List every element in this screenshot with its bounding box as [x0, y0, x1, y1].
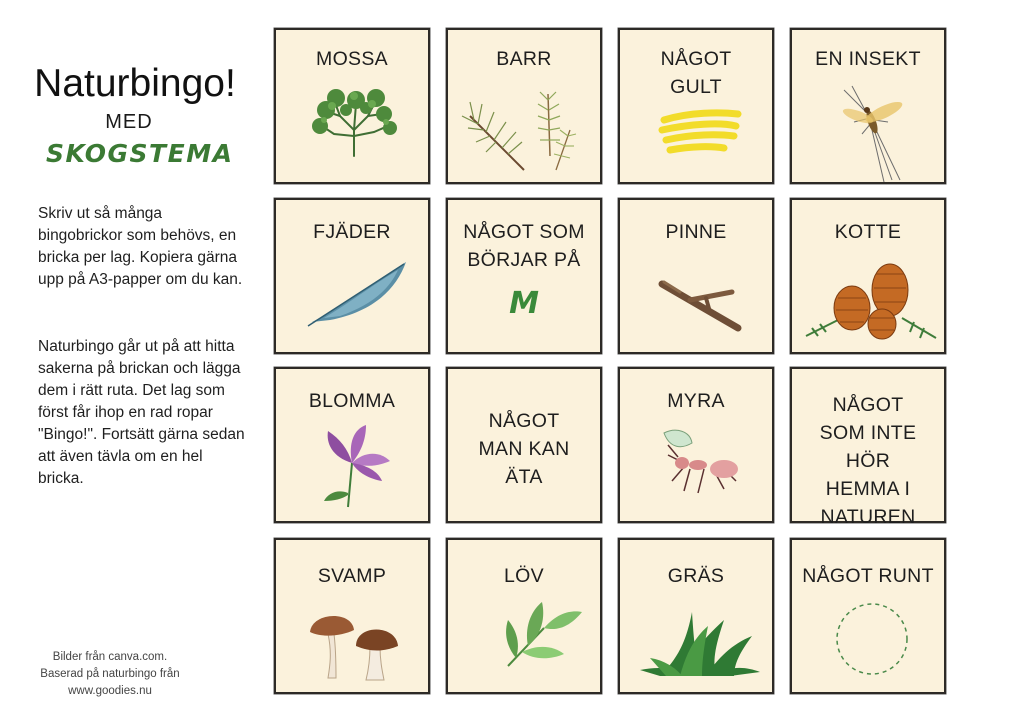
card-label: NÅGOT SOM INTE HÖR HEMMA I NATUREN	[819, 394, 917, 528]
bingo-card-svamp	[274, 538, 430, 694]
theme-heading: SKOGSTEMA	[46, 139, 234, 168]
yellow-scribble-icon	[620, 30, 776, 186]
card-label: KOTTE	[834, 221, 902, 243]
bingo-card-gras	[618, 538, 774, 694]
bingo-card-en-insekt	[790, 28, 946, 184]
bingo-card-blomma	[274, 367, 430, 523]
pinecone-icon	[792, 200, 948, 356]
mushroom-icon	[276, 540, 432, 696]
card-label: NÅGOT SOM BÖRJAR PÅ	[463, 221, 585, 271]
intro-panel	[0, 0, 262, 724]
page-title: Naturbingo!	[34, 62, 236, 105]
bingo-card-mossa	[274, 28, 430, 184]
card-label: FJÄDER	[313, 221, 391, 243]
bingo-card-myra	[618, 367, 774, 523]
credits-line-3: www.goodies.nu	[68, 685, 152, 697]
grass-icon	[620, 540, 776, 696]
card-label: LÖV	[504, 565, 544, 587]
bingo-card-nagot-som-borjar-pa	[446, 198, 602, 354]
ant-icon	[620, 369, 776, 525]
flower-icon	[276, 369, 432, 525]
image-credits	[22, 649, 198, 700]
card-label: NÅGOT RUNT	[802, 565, 934, 587]
letter-m: M	[509, 286, 539, 321]
credits-line-1: Bilder från canva.com.	[52, 651, 168, 663]
bingo-card-kotte	[790, 198, 946, 354]
subtitle: MED	[105, 111, 153, 133]
card-label: GRÄS	[667, 565, 725, 587]
stick-icon	[620, 200, 776, 356]
insect-icon	[792, 30, 948, 186]
leaves-icon	[448, 540, 604, 696]
instructions-paragraph-1: Skriv ut så många bingobrickor som behövs, en bricka per lag. Kopiera gärna upp på A3-papper om du kan.	[38, 205, 243, 288]
bingo-card-barr	[446, 28, 602, 184]
bingo-card-nagot-runt	[790, 538, 946, 694]
card-label: BLOMMA	[308, 390, 396, 412]
card-label: BARR	[496, 48, 552, 70]
bingo-card-fjader	[274, 198, 430, 354]
card-label: NÅGOT GULT	[660, 48, 732, 98]
bingo-card-nagot-som-inte-hor-hemma	[790, 367, 946, 528]
pine-needles-icon	[448, 30, 604, 186]
dashed-circle-icon	[792, 540, 948, 696]
card-label: PINNE	[665, 221, 727, 243]
bingo-card-nagot-gult	[618, 28, 774, 184]
card-label: SVAMP	[317, 565, 387, 587]
card-label: EN INSEKT	[815, 48, 921, 70]
card-label: MYRA	[667, 390, 725, 412]
bingo-card-lov	[446, 538, 602, 694]
bingo-card-nagot-man-kan-ata	[446, 367, 602, 523]
bingo-card-pinne	[618, 198, 774, 354]
card-label: MOSSA	[316, 48, 388, 70]
credits-line-2: Baserad på naturbingo från	[40, 668, 180, 680]
feather-icon	[276, 200, 432, 356]
moss-icon	[276, 30, 432, 186]
instructions-paragraph-2: Naturbingo går ut på att hitta sakerna på brickan och lägga dem i rätt ruta. Det lag som först får ihop en rad ropar "Bingo!". Fortsätt gärna sedan att även tävla om en hel bricka.	[38, 338, 245, 487]
card-label: NÅGOT MAN KAN ÄTA	[478, 410, 570, 488]
